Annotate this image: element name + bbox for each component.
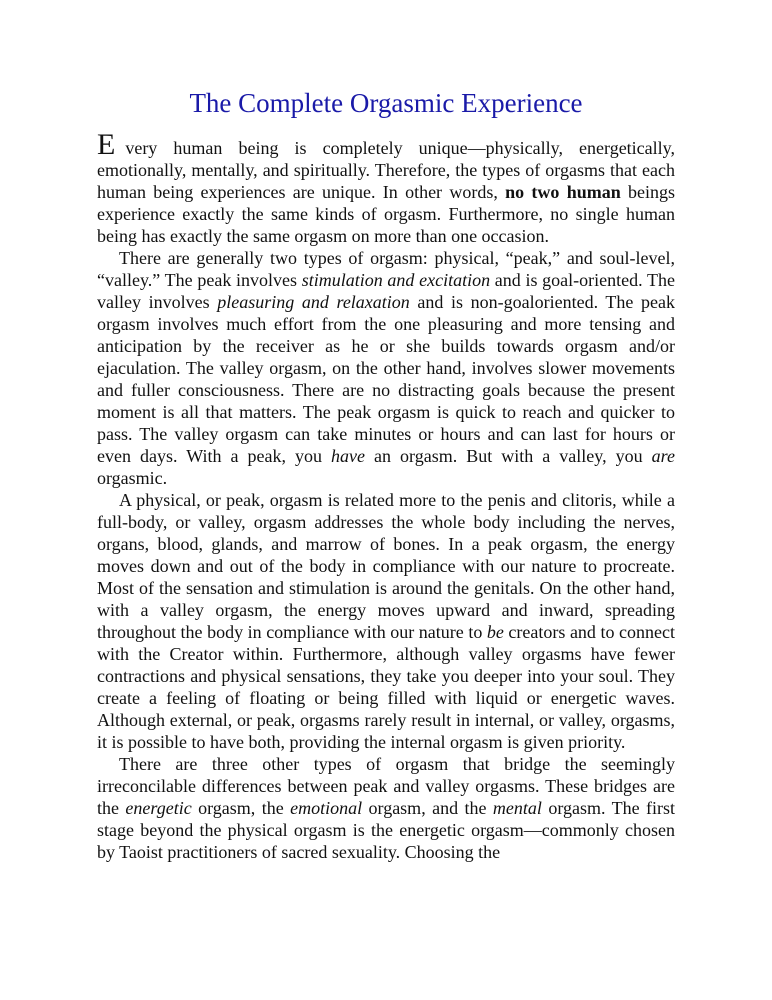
text-run: A physical, or peak, orgasm is related more to the penis and clitoris, while a full-body, or valley, orgasm addresses the whole body including the nerves, organs, blood, glands, and marrow of bones. In a peak orgasm, the energy moves down and out of the body in compliance with our nature to procreate. Most of the sensation and stimulation is around the genitals. On the other hand, with a valley orgasm, the energy moves upward and inward, spreading throughout the body in compliance with our nature to [97, 490, 675, 642]
body-text [97, 128, 675, 863]
text-run: beings experience exactly the same kinds of orgasm. Furthermore, no single human being has exactly the same orgasm on more than one occasion. [97, 182, 675, 246]
text-run: There are three other types of orgasm that bridge the seemingly irreconcilable differences between peak and valley orgasms. These bridges are the [97, 754, 675, 818]
italic-text: are [651, 446, 675, 466]
italic-text: pleasuring and relaxation [217, 292, 410, 312]
text-run: and is goal-oriented. The valley involves [97, 270, 675, 312]
text-run: There are generally two types of orgasm: physical, “peak,” and soul-level, “valley.” The peak involves [97, 248, 675, 290]
italic-text: mental [492, 798, 542, 818]
text-run: orgasmic. [97, 468, 168, 488]
italic-text: have [331, 446, 366, 466]
italic-text: energetic [125, 798, 192, 818]
text-run: creators and to connect with the Creator within. Furthermore, although valley orgasms have fewer contractions and physical sensations, they take you deeper into your soul. They create a feeling of floating or being filled with liquid or energetic waves. Although external, or peak, orgasms rarely result in internal, or valley, orgasms, it is possible to have both, providing the internal orgasm is given priority. [97, 622, 675, 752]
bold-text: no two human [505, 182, 621, 202]
text-run: and is non-goaloriented. The peak orgasm involves much effort from the one pleasuring and more tensing and anticipation by the receiver as he or she builds towards orgasm and/or ejaculation. The valley orgasm, on the other hand, involves slower movements and fuller consciousness. There are no distracting goals because the present moment is all that matters. The peak orgasm is quick to reach and quicker to pass. The valley orgasm can take minutes or hours and can last for hours or even days. With a peak, you [97, 292, 675, 466]
paragraph-4 [97, 753, 675, 863]
italic-text: emotional [290, 798, 363, 818]
text-run: an orgasm. But with a valley, you [365, 446, 652, 466]
paragraph-3 [97, 489, 675, 753]
page-title: The Complete Orgasmic Experience [189, 88, 583, 118]
paragraph-1 [97, 128, 675, 247]
italic-text: be [486, 622, 504, 642]
paragraph-2 [97, 247, 675, 489]
text-run: orgasm, and the [362, 798, 493, 818]
text-run: very human being is completely unique—physically, energetically, emotionally, mentally, and spiritually. Therefore, the types of orgasms that each human being experiences are unique. In other words, [97, 138, 675, 202]
drop-cap: E [97, 128, 116, 161]
text-run: orgasm, the [191, 798, 291, 818]
italic-text: stimulation and excitation [301, 270, 491, 290]
text-run: orgasm. The first stage beyond the physical orgasm is the energetic orgasm—commonly chosen by Taoist practitioners of sacred sexuality. Choosing the [97, 798, 675, 862]
